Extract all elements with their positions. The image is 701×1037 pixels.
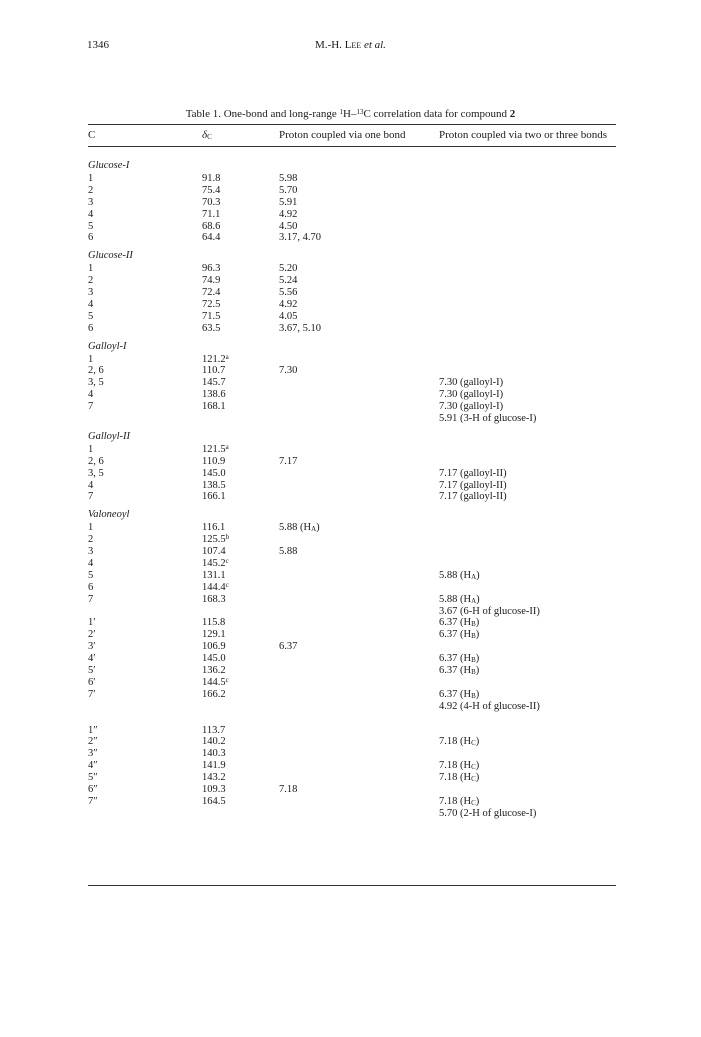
table-row [0,275,701,287]
table-row [0,311,701,323]
section-label: Glucose-I [88,160,130,171]
caption-suffix: C correlation data for compound [363,108,510,120]
chemical-shift: 115.8 [202,617,226,629]
chemical-shift: 140.3 [202,748,226,760]
running-head-etal: et al. [361,39,386,51]
table-row [0,263,701,275]
long-range-proton: 7.30 (galloyl-I) [439,389,504,401]
carbon-position: 7″ [88,795,98,807]
table-row [0,173,701,185]
chemical-shift: 166.1 [202,491,226,503]
carbon-position: 5 [88,310,94,322]
carbon-position: 2′ [88,629,96,641]
carbon-position: 4 [88,557,94,569]
table-row [0,365,701,377]
carbon-position: 1 [88,353,94,365]
section-row [0,250,701,262]
one-bond-proton: 5.20 [279,263,298,275]
long-range-proton: 7.30 (galloyl-I) [439,377,504,389]
one-bond-proton: 4.92 [279,208,298,220]
proton-subscript: C [471,763,476,772]
caption-sup-13: 13 [356,108,364,116]
column-header-one-bond: Proton coupled via one bond [279,129,406,141]
page-number: 1346 [87,39,109,51]
long-range-proton: 7.18 $(H_C)$ [439,795,480,807]
chemical-shift: 107.4 [202,546,226,557]
chemical-shift: 166.2 [202,688,226,700]
one-bond-proton: 5.91 [279,196,298,208]
long-range-proton: 6.37 $(H_B)$ [439,665,480,676]
chemical-shift: 141.9 [202,760,226,772]
table-row [0,653,701,665]
carbon-position: 2″ [88,736,98,748]
chemical-shift: 71.1 [202,208,221,220]
table-row [0,677,701,689]
chemical-shift: 168.1 [202,401,226,413]
long-range-proton: 7.17 (galloyl-II) [439,479,507,491]
table-row [0,570,701,582]
table-row [0,546,701,558]
long-range-proton: 6.37 $(H_B)$ [439,629,480,641]
chemical-shift: 164.5 [202,795,226,807]
chemical-shift: 138.5 [202,479,226,491]
chemical-shift: 125.5$^b$ [202,533,230,546]
long-range-proton: 6.37 $(H_B)$ [439,617,480,629]
carbon-position: 6 [88,322,94,334]
proton-subscript: A [311,525,317,534]
table-caption [0,108,701,120]
table-row [0,468,701,480]
table-row [0,772,701,784]
carbon-position: 4 [88,208,94,220]
caption-mid: H– [343,108,357,120]
chemical-shift: 121.5$^a$ [202,442,229,455]
carbon-position: 1′ [88,617,96,629]
carbon-position: 1 [88,522,94,534]
long-range-proton: 3.67 (6-H of glucose-II) [439,605,540,617]
chemical-shift: 131.1 [202,569,226,581]
carbon-position: 2 [88,184,94,196]
table-row [0,197,701,209]
one-bond-proton: 5.24 [279,275,298,287]
chemical-shift: 109.3 [202,784,226,795]
table-row [0,796,701,808]
table-row [0,323,701,335]
table-row [0,582,701,594]
proton-subscript: B [471,620,476,629]
section-label: Valoneoyl [88,509,130,521]
table-row [0,480,701,492]
table-row [0,641,701,653]
carbon-position: 3 [88,546,94,557]
chemical-shift: 72.4 [202,287,221,298]
column-header-c: C [88,129,96,141]
carbon-position: 2 [88,534,94,546]
chemical-shift: 110.7 [202,365,226,377]
table-row [0,287,701,299]
delta-symbol: δ [202,129,208,141]
one-bond-proton: 3.67, 5.10 [279,322,321,334]
caption-prefix: Table 1. One-bond and long-range [185,108,340,120]
table-top-rule [88,124,616,125]
table-row [0,209,701,221]
carbon-position: 4′ [88,653,96,665]
table-row [0,725,701,737]
chemical-shift: 71.5 [202,310,221,322]
carbon-position: 4 [88,479,94,491]
chemical-shift: 116.1 [202,522,226,534]
table-row [0,299,701,311]
table-row [0,491,701,503]
carbon-position: 2, 6 [88,455,104,467]
carbon-position: 6 [88,581,94,593]
proton-subscript: B [471,656,476,665]
proton-subscript: A [471,596,477,605]
chemical-shift: 136.2 [202,665,226,676]
carbon-position: 3 [88,287,94,298]
table-row [0,808,701,820]
proton-subscript: C [471,775,476,784]
running-head-author: M.-H. [315,39,345,51]
carbon-position: 6 [88,232,94,244]
carbon-position: 3 [88,196,94,208]
one-bond-proton: 4.50 [279,220,298,232]
carbon-position: 7 [88,593,94,605]
table-row [0,629,701,641]
footnote-marker: c [225,556,229,565]
footnote-marker: c [225,675,229,684]
long-range-proton: 7.18 $(H_C)$ [439,772,480,784]
long-range-proton: 6.37 $(H_B)$ [439,688,480,700]
one-bond-proton: 7.18 [279,784,298,795]
table-row [0,534,701,546]
one-bond-proton: 6.37 [279,641,298,653]
chemical-shift: 113.7 [202,724,226,736]
section-row [0,431,701,443]
table-row [0,736,701,748]
one-bond-proton: 7.17 [279,455,298,467]
long-range-proton: 5.70 (2-H of glucose-I) [439,807,537,819]
section-label: Glucose-II [88,250,133,262]
table-bottom-rule [88,885,616,886]
table-row [0,784,701,796]
chemical-shift: 143.2 [202,772,226,784]
table-row [0,221,701,233]
footnote-marker: a [225,442,229,451]
proton-subscript: C [471,739,476,748]
carbon-position: 1″ [88,724,98,736]
chemical-shift: 96.3 [202,263,221,275]
one-bond-proton: 3.17, 4.70 [279,232,321,244]
chemical-shift: 121.2$^a$ [202,352,229,365]
long-range-proton: 6.37 $(H_B)$ [439,653,480,665]
long-range-proton: 7.17 (galloyl-II) [439,491,507,503]
chemical-shift: 144.4$^c$ [202,580,229,593]
table-row [0,760,701,772]
table-row [0,701,701,713]
table-row [0,522,701,534]
table-row [0,456,701,468]
one-bond-proton: 4.05 [279,310,298,322]
table-row [0,354,701,366]
table-row [0,748,701,760]
long-range-proton: 7.18 $(H_C)$ [439,736,480,748]
proton-subscript: A [471,572,477,581]
table-row [0,185,701,197]
chemical-shift: 74.9 [202,275,221,287]
section-row [0,341,701,353]
section-row [0,509,701,521]
table-row [0,594,701,606]
one-bond-proton: 7.30 [279,365,298,377]
carbon-position: 7 [88,401,94,413]
footnote-marker: c [225,580,229,589]
carbon-position: 1 [88,172,94,184]
proton-subscript: B [471,632,476,641]
carbon-position: 6″ [88,784,98,795]
carbon-position: 5 [88,220,94,232]
carbon-position: 2, 6 [88,365,104,377]
carbon-position: 3″ [88,748,98,760]
column-header-two-three-bonds: Proton coupled via two or three bonds [439,129,608,141]
proton-subscript: C [471,798,476,807]
long-range-proton: 4.92 (4-H of glucose-II) [439,700,540,712]
table-row [0,232,701,244]
carbon-position: 5″ [88,772,98,784]
section-label: Galloyl-II [88,430,130,442]
one-bond-proton: 4.92 [279,298,298,310]
carbon-position: 7′ [88,688,96,700]
long-range-proton: 5.91 (3-H of glucose-I) [439,413,537,424]
caption-compound: 2 [509,108,516,120]
carbon-position: 5′ [88,665,96,676]
chemical-shift: 110.9 [202,455,226,467]
chemical-shift: 63.5 [202,322,221,334]
chemical-shift: 68.6 [202,220,221,232]
carbon-position: 4 [88,389,94,401]
long-range-proton: 5.88 $(H_A)$ [439,569,480,581]
table-row [0,444,701,456]
chemical-shift: 168.3 [202,593,226,605]
chemical-shift: 145.2$^c$ [202,556,229,569]
carbon-position: 7 [88,491,94,503]
chemical-shift: 145.0 [202,653,226,665]
table-row [0,558,701,570]
chemical-shift: 138.6 [202,389,226,401]
long-range-proton: 7.17 (galloyl-II) [439,467,507,479]
one-bond-proton: 5.56 [279,287,298,298]
column-header-delta [202,129,212,141]
chemical-shift: 64.4 [202,232,221,244]
table-header-rule [88,146,616,147]
carbon-position: 4 [88,298,94,310]
table-row [0,606,701,618]
chemical-shift: 70.3 [202,196,221,208]
table-row [0,665,701,677]
chemical-shift: 72.5 [202,298,221,310]
chemical-shift: 145.7 [202,377,226,389]
section-row [0,160,701,172]
chemical-shift: 91.8 [202,172,221,184]
footnote-marker: b [225,533,230,542]
table-row [0,617,701,629]
table-row [0,401,701,413]
chemical-shift: 145.0 [202,467,226,479]
long-range-proton: 7.18 $(H_C)$ [439,760,480,772]
running-head-author-surname: Lee [344,39,362,51]
table-row [0,377,701,389]
carbon-position: 3, 5 [88,467,104,479]
chemical-shift: 129.1 [202,629,226,641]
one-bond-proton: 5.88 [279,546,298,557]
long-range-proton: 7.30 (galloyl-I) [439,401,504,413]
caption-sup-1: 1 [339,108,343,116]
carbon-position: 5 [88,569,94,581]
proton-subscript: B [471,668,476,676]
carbon-position: 1 [88,263,94,275]
carbon-position: 3, 5 [88,377,104,389]
delta-subscript: C [207,133,212,141]
carbon-position: 6′ [88,676,96,688]
carbon-position: 3′ [88,641,96,653]
carbon-position: 2 [88,275,94,287]
running-head [0,39,701,51]
chemical-shift: 75.4 [202,184,221,196]
long-range-proton: 5.88 $(H_A)$ [439,593,480,605]
carbon-position: 1 [88,443,94,455]
one-bond-proton: 5.88 $(H_A)$ [279,522,320,534]
table-row [0,389,701,401]
chemical-shift: 106.9 [202,641,226,653]
chemical-shift: 144.5$^c$ [202,675,229,688]
section-label: Galloyl-I [88,340,127,352]
table-row [0,689,701,701]
chemical-shift: 140.2 [202,736,226,748]
one-bond-proton: 5.98 [279,172,298,184]
proton-subscript: B [471,691,476,700]
table-row [0,413,701,425]
one-bond-proton: 5.70 [279,184,298,196]
footnote-marker: a [225,352,229,361]
carbon-position: 4″ [88,760,98,772]
